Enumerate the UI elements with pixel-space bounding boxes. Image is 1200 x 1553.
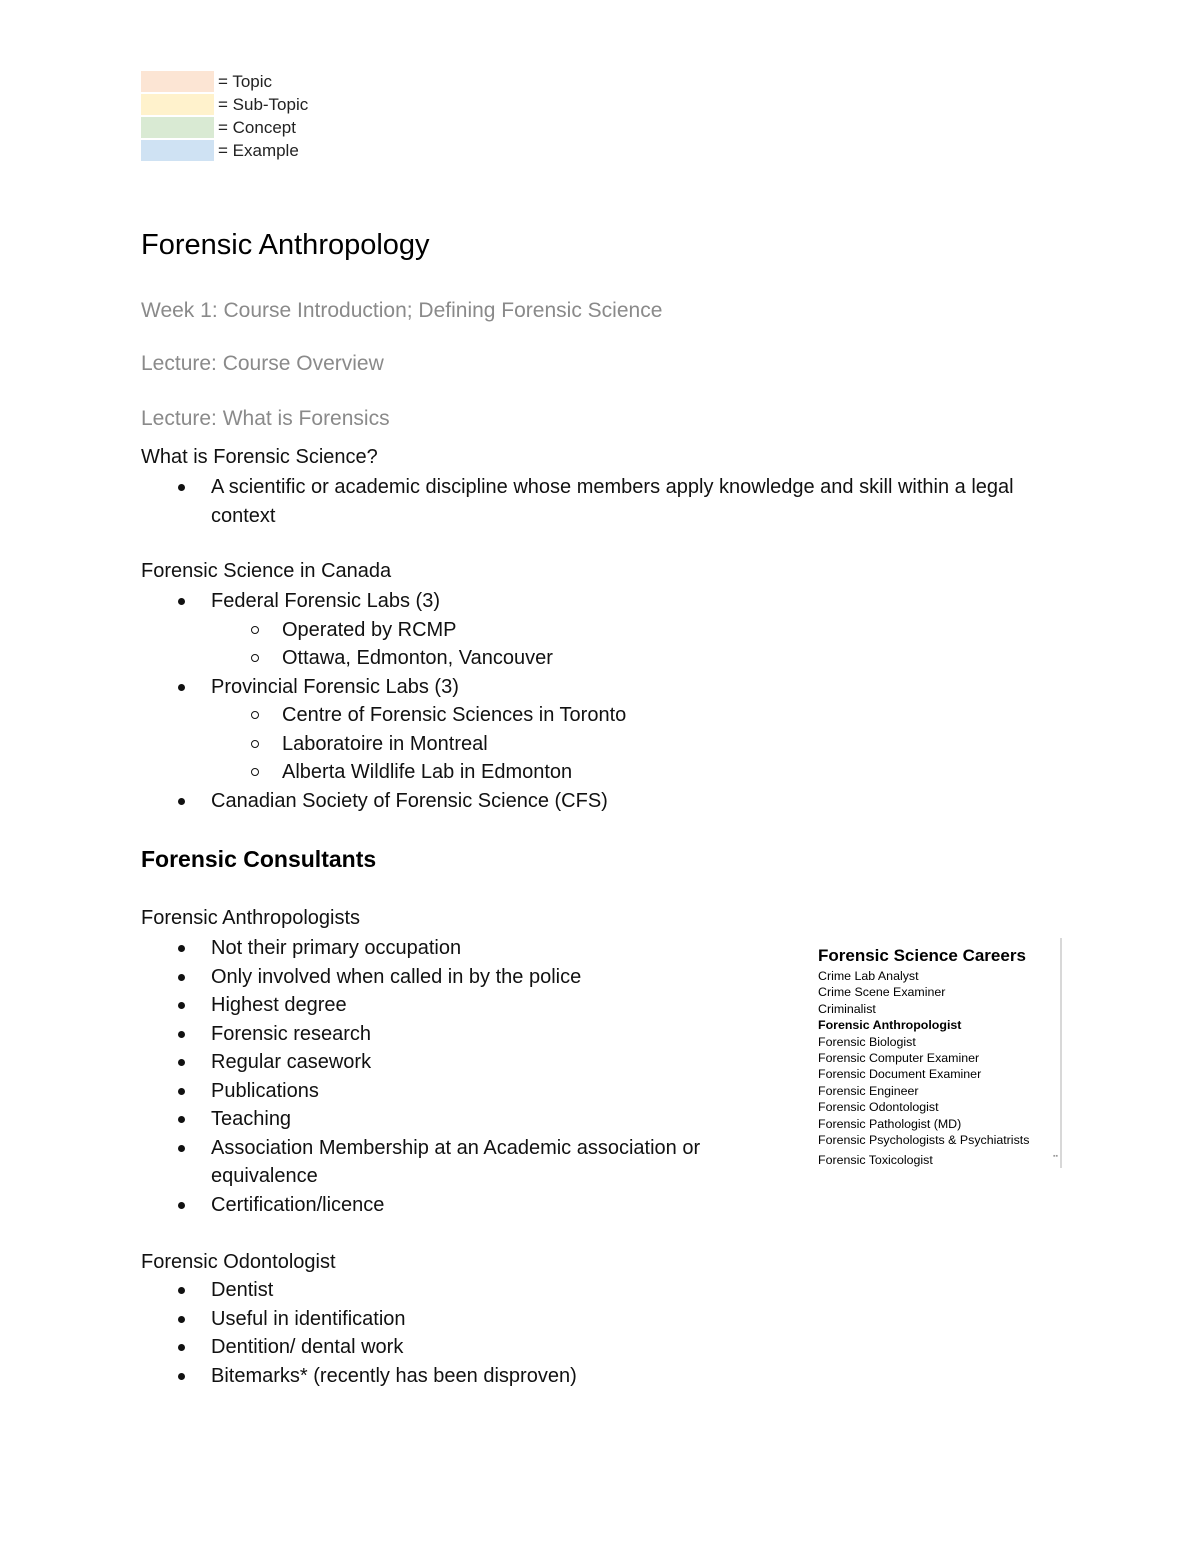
federal-label: Federal Forensic Labs (3) (211, 590, 440, 612)
lecture-heading-overview: Lecture: Course Overview (141, 352, 384, 375)
sub-list-item: Centre of Forensic Sciences in Toronto (211, 701, 626, 730)
career-item: Forensic Computer Examiner (818, 1051, 980, 1066)
week-heading: Week 1: Course Introduction; Defining Forensic Science (141, 299, 663, 322)
career-item: Forensic Odontologist (818, 1100, 939, 1115)
sub-list-item: Alberta Wildlife Lab in Edmonton (211, 758, 626, 787)
career-item: Crime Lab Analyst (818, 969, 919, 983)
color-legend (141, 70, 308, 162)
anthropologists-list (141, 934, 781, 1219)
list-item: Not their primary occupation (141, 934, 781, 963)
list-item: A scientific or academic discipline whose members apply knowledge and skill within a legal context (141, 473, 1031, 530)
consultants-heading: Forensic Consultants (141, 846, 377, 872)
list-item: Useful in identification (141, 1305, 577, 1334)
sub-list-item: Ottawa, Edmonton, Vancouver (211, 644, 626, 673)
list-item: Certification/licence (141, 1191, 781, 1220)
legend-label-example: = Example (218, 140, 299, 160)
what-is-heading: What is Forensic Science? (141, 446, 378, 468)
list-item: Bitemarks* (recently has been disproven) (141, 1362, 577, 1391)
legend-swatch-concept (141, 117, 214, 138)
careers-image (808, 938, 1062, 1168)
legend-label-subtopic: = Sub-Topic (218, 94, 309, 114)
legend-swatch-topic (141, 71, 214, 92)
legend-row-subtopic (141, 93, 308, 116)
list-item-federal (141, 587, 626, 673)
careers-list (818, 968, 1029, 1169)
career-item: Forensic Document Examiner (818, 1067, 982, 1082)
what-is-list (141, 473, 1041, 530)
career-item: Forensic Psychologists & Psychiatrists (818, 1133, 1030, 1148)
sub-list-item: Operated by RCMP (211, 616, 626, 645)
career-item: Criminalist (818, 1001, 876, 1016)
career-item: Forensic Anthropologist (818, 1018, 962, 1033)
career-item: Forensic Pathologist (MD) (818, 1116, 962, 1131)
list-item: Highest degree (141, 991, 781, 1020)
list-item: Publications (141, 1077, 781, 1106)
federal-sublist (211, 616, 626, 673)
legend-swatch-example (141, 140, 214, 161)
anthropologists-heading: Forensic Anthropologists (141, 907, 361, 929)
odontologist-list (141, 1276, 577, 1390)
career-item: Forensic Engineer (818, 1083, 919, 1098)
list-item: Teaching (141, 1105, 781, 1134)
list-item: Dentition/ dental work (141, 1333, 577, 1362)
list-item: Regular casework (141, 1048, 781, 1077)
career-item: Forensic Toxicologist (818, 1153, 933, 1168)
career-item: Forensic Biologist (818, 1034, 916, 1049)
provincial-label: Provincial Forensic Labs (3) (211, 675, 459, 698)
provincial-sublist (211, 701, 626, 787)
canada-list (141, 587, 626, 815)
list-item: Dentist (141, 1276, 577, 1305)
legend-label-concept: = Concept (218, 117, 296, 137)
legend-row-concept (141, 116, 308, 139)
legend-row-example (141, 139, 308, 162)
legend-row-topic (141, 70, 308, 93)
document-title: Forensic Anthropology (141, 229, 430, 261)
list-item: Only involved when called in by the police (141, 963, 781, 992)
careers-title: Forensic Science Careers (818, 946, 1026, 965)
legend-label-topic: = Topic (218, 71, 273, 91)
list-item-society: Canadian Society of Forensic Science (CFS) (141, 787, 626, 816)
lecture-heading-forensics: Lecture: What is Forensics (141, 407, 390, 430)
odontologist-heading: Forensic Odontologist (141, 1251, 336, 1273)
legend-swatch-subtopic (141, 94, 214, 115)
career-item: Crime Scene Examiner (818, 985, 946, 1000)
publisher-logo: ▪▪ (1053, 1153, 1058, 1160)
canada-heading: Forensic Science in Canada (141, 560, 392, 582)
list-item-provincial (141, 673, 626, 787)
sub-list-item: Laboratoire in Montreal (211, 730, 626, 759)
list-item: Association Membership at an Academic association or equivalence (141, 1134, 756, 1191)
list-item: Forensic research (141, 1020, 781, 1049)
